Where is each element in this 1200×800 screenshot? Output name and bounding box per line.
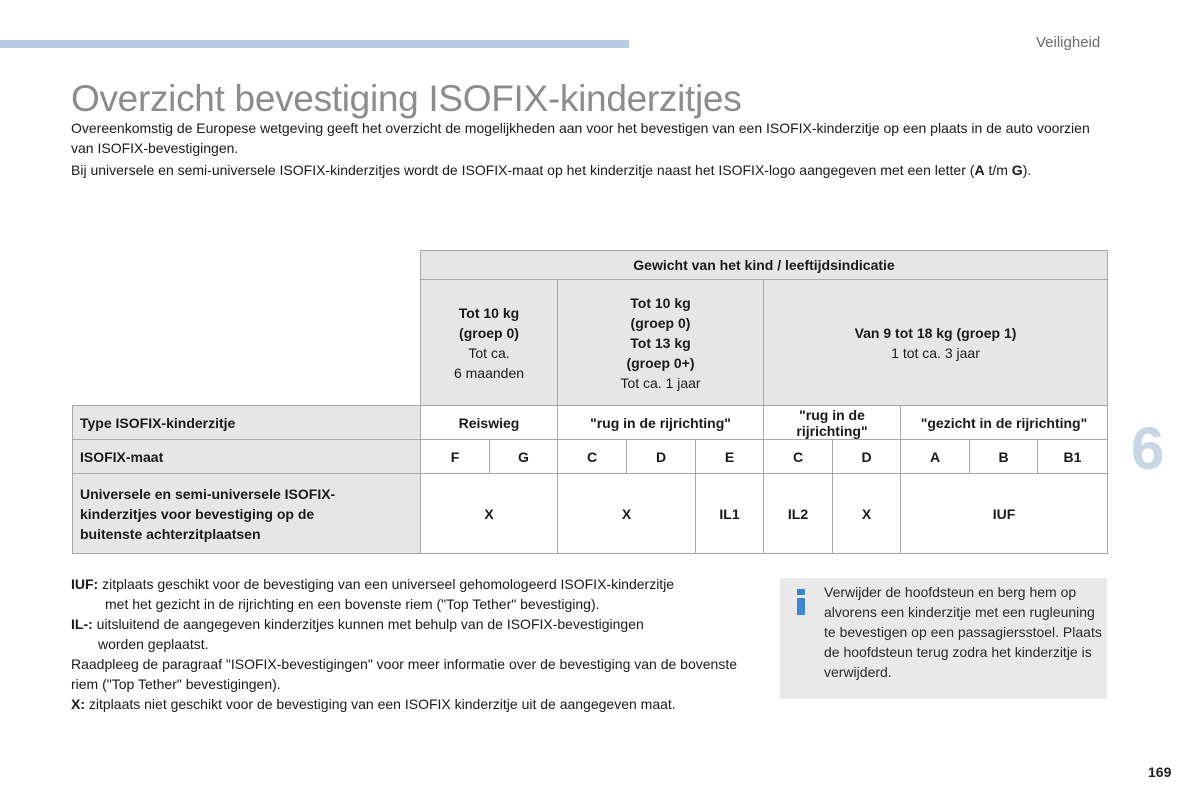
size-cell: D [627, 440, 696, 474]
universal-cell: IL1 [696, 474, 764, 554]
note-x: X: zitplaats niet geschikt voor de bevestiging van een ISOFIX kinderzitje uit de aangegeven maat. [71, 696, 676, 712]
type-cell: "rug in de rijrichting" [764, 406, 901, 440]
note-il-cont: worden geplaatst. [98, 636, 209, 652]
group-header-3: Van 9 tot 18 kg (groep 1) 1 tot ca. 3 jaar [764, 280, 1108, 406]
size-cell: F [421, 440, 490, 474]
note-il: IL-: uitsluitend de aangegeven kinderzitjes kunnen met behulp van de ISOFIX-bevestigingen [71, 616, 644, 632]
type-cell: "gezicht in de rijrichting" [901, 406, 1108, 440]
size-cell: A [901, 440, 970, 474]
note-iuf-cont: met het gezicht in de rijrichting en een bovenste riem ("Top Tether" bevestiging). [105, 596, 600, 612]
universal-cell: IUF [901, 474, 1108, 554]
empty-corner [73, 280, 421, 406]
empty-corner [73, 251, 421, 280]
info-icon [794, 588, 808, 616]
universal-row-label: Universele en semi-universele ISOFIX-kinderzitjes voor bevestiging op de buitenste achterzitplaatsen [73, 474, 421, 554]
weight-header: Gewicht van het kind / leeftijdsindicatie [421, 251, 1108, 280]
size-cell: B1 [1038, 440, 1108, 474]
note-iuf: IUF: zitplaats geschikt voor de bevestiging van een universeel gehomologeerd ISOFIX-kinderzitje [71, 576, 675, 592]
size-row-label: ISOFIX-maat [73, 440, 421, 474]
section-label: Veiligheid [1036, 34, 1101, 51]
size-cell: E [696, 440, 764, 474]
type-cell: Reiswieg [421, 406, 558, 440]
group-header-1: Tot 10 kg (groep 0) Tot ca. 6 maanden [421, 280, 558, 406]
group-header-2: Tot 10 kg (groep 0) Tot 13 kg (groep 0+) Tot ca. 1 jaar [558, 280, 764, 406]
page-number: 169 [1148, 764, 1172, 780]
universal-cell: X [558, 474, 696, 554]
size-cell: D [833, 440, 901, 474]
size-cell: C [764, 440, 833, 474]
top-accent-bar [0, 40, 629, 48]
legend-notes [71, 574, 751, 714]
intro-paragraph-2: Bij universele en semi-universele ISOFIX-kinderzitjes wordt de ISOFIX-maat op het kinderzitje naast het ISOFIX-logo aangegeven met een letter (A t/m G). [71, 162, 1032, 178]
size-cell: C [558, 440, 627, 474]
universal-cell: X [421, 474, 558, 554]
isofix-table [72, 250, 1108, 554]
size-cell: G [490, 440, 558, 474]
intro-text [71, 118, 1101, 182]
note-reference: Raadpleeg de paragraaf "ISOFIX-bevestigingen" voor meer informatie over de bevestiging van de bovenste riem ("Top Tether" bevestigingen). [71, 656, 737, 692]
universal-cell: IL2 [764, 474, 833, 554]
type-row-label: Type ISOFIX-kinderzitje [73, 406, 421, 440]
size-cell: B [970, 440, 1038, 474]
universal-cell: X [833, 474, 901, 554]
info-box [780, 578, 1107, 699]
info-text: Verwijder de hoofdsteun en berg hem op alvorens een kinderzitje met een rugleuning te bevestigen op een passagiersstoel. Plaats de hoofdsteun terug zodra het kinderzitje is verwijderd. [824, 584, 1102, 680]
intro-paragraph-1: Overeenkomstig de Europese wetgeving geeft het overzicht de mogelijkheden aan voor het bevestigen van een ISOFIX-kinderzitje op een plaats in de auto voorzien van ISOFIX-bevestigingen. [71, 120, 1090, 156]
type-cell: "rug in de rijrichting" [558, 406, 764, 440]
chapter-number: 6 [1131, 415, 1165, 482]
page-title: Overzicht bevestiging ISOFIX-kinderzitjes [71, 78, 742, 119]
